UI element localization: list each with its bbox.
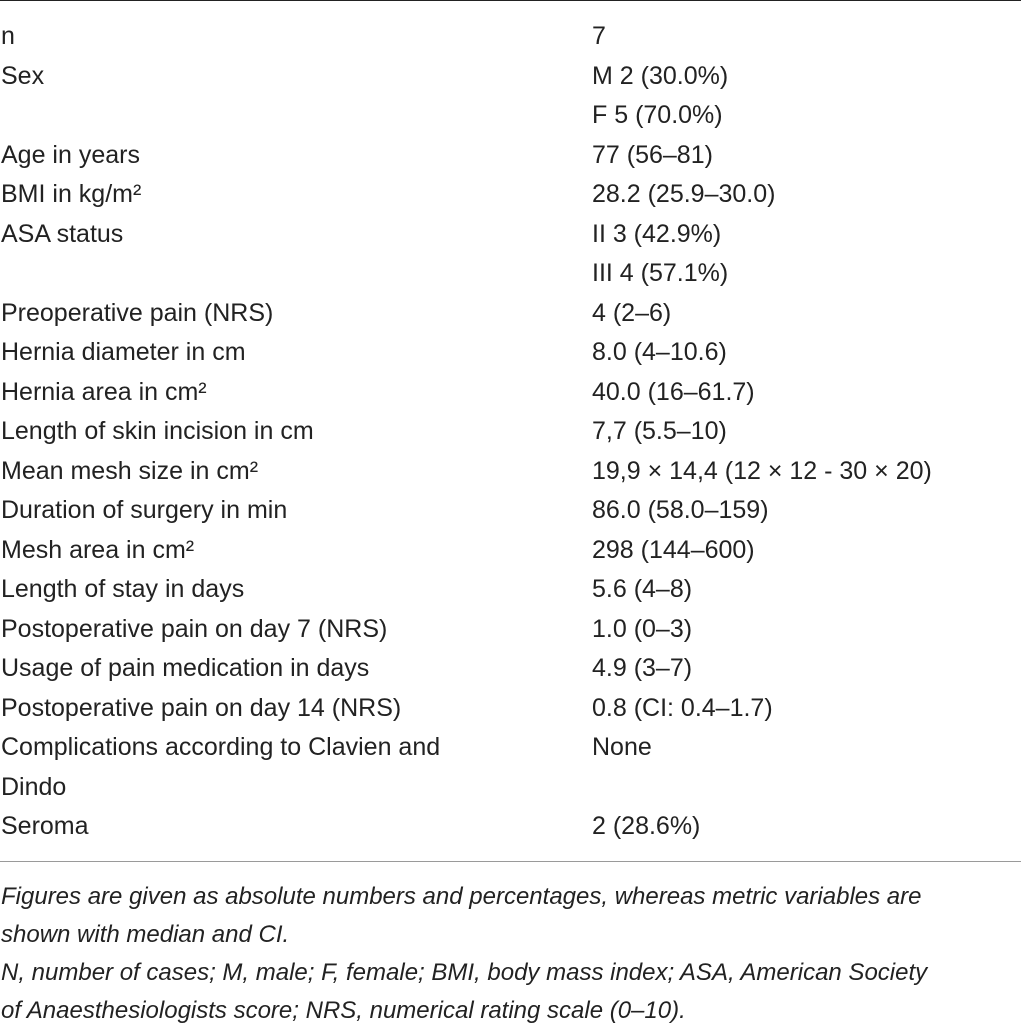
row-label: Age in years [1,140,140,169]
row-label: Length of stay in days [1,575,245,603]
row-value: 19,9 × 14,4 (12 × 12 - 30 × 20) [592,456,932,485]
row-label: Mean mesh size in cm² [1,456,259,485]
row-value: 298 (144–600) [592,535,755,564]
footnote-line: N, number of cases; M, male; F, female; BMI, body mass index; ASA, American Society [1,959,928,986]
row-label: Seroma [1,812,89,840]
row-value: 5.6 (4–8) [592,575,693,603]
row-label: Hernia area in cm² [1,377,207,406]
row-value: 4 (2–6) [592,298,672,327]
row-value: 7,7 (5.5–10) [592,417,727,445]
footnote-line: Figures are given as absolute numbers and percentages, whereas metric variables are [1,883,922,910]
row-label: Postoperative pain on day 7 (NRS) [1,614,388,643]
row-label: ASA status [1,219,124,248]
row-value: 77 (56–81) [592,140,713,169]
row-value: 40.0 (16–61.7) [592,377,755,406]
row-value: 8.0 (4–10.6) [592,338,727,366]
row-value: II 3 (42.9%) [592,219,722,248]
row-value: 28.2 (25.9–30.0) [592,180,776,208]
row-value: 86.0 (58.0–159) [592,496,769,524]
row-label: Preoperative pain (NRS) [1,298,274,327]
row-value: 1.0 (0–3) [592,614,693,643]
table-bottom-rule [0,861,1021,862]
row-value: 2 (28.6%) [592,812,701,840]
footnote-line: shown with median and CI. [1,921,290,948]
row-label: Postoperative pain on day 14 (NRS) [1,693,402,722]
row-label: Length of skin incision in cm [1,417,314,445]
row-value: F 5 (70.0%) [592,101,723,129]
row-label: n [1,22,15,50]
row-label: Dindo [1,772,67,801]
row-value: III 4 (57.1%) [592,259,729,287]
footnote-line: of Anaesthesiologists score; NRS, numerical rating scale (0–10). [1,997,686,1024]
table-top-rule [0,0,1021,1]
row-value: M 2 (30.0%) [592,61,729,90]
row-label: Mesh area in cm² [1,535,195,564]
row-value: None [592,733,652,761]
row-label: Sex [1,61,45,90]
row-label: Hernia diameter in cm [1,338,246,366]
row-value: 0.8 (CI: 0.4–1.7) [592,693,773,722]
row-value: 4.9 (3–7) [592,654,693,682]
row-value: 7 [592,22,606,50]
row-label: BMI in kg/m² [1,180,142,208]
row-label: Complications according to Clavien and [1,733,441,761]
row-label: Duration of surgery in min [1,496,288,524]
row-label: Usage of pain medication in days [1,654,370,682]
